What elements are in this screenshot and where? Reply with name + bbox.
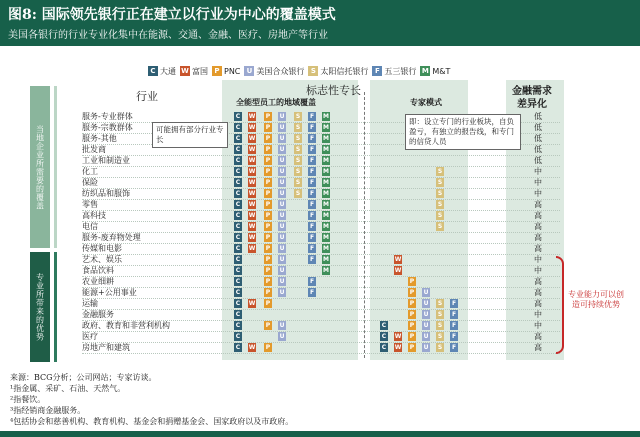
bank-mark: P [265,113,271,120]
figure-subtitle: 美国各银行的行业专业化集中在能源、交通、金融、医疗、房地产等行业 [8,30,328,41]
row-industry-label: 服务-专业群体 [82,112,133,121]
bank-mark: S [295,179,301,186]
row-divider [82,353,560,354]
legend-swatch: M [421,67,429,75]
legend-item-chase [148,66,176,77]
bank-mark-expert: P [409,278,415,285]
bank-mark-expert: U [423,344,429,351]
bank-mark: C [235,333,241,340]
bank-mark: C [235,311,241,318]
bank-mark: P [265,146,271,153]
bank-mark-expert: P [409,289,415,296]
bank-mark: U [279,223,285,230]
row-demand-level: 低 [534,145,542,154]
bank-mark-expert: P [409,322,415,329]
bank-mark: S [295,168,301,175]
row-industry-label: 房地产和建筑 [82,343,130,352]
row-industry-label: 电信 [82,222,98,231]
footnote-2: ²指餐饮。 [10,395,46,404]
footnotes [10,372,630,427]
bank-mark: M [323,135,329,142]
bank-mark: C [235,289,241,296]
legend-item-mt [420,66,450,76]
bank-mark: W [248,168,256,175]
row-demand-level: 低 [534,112,542,121]
bank-mark: S [295,157,301,164]
bank-mark: U [279,278,285,285]
legend-swatch: C [148,66,158,76]
bank-mark: M [323,245,329,252]
header-bar [0,0,640,46]
row-demand-level: 高 [534,299,542,308]
bank-mark: M [323,168,329,175]
bank-mark: F [309,223,315,230]
bank-mark: C [235,344,241,351]
row-demand-level: 高 [534,211,542,220]
legend-item-suntrust [308,66,368,77]
bank-mark: U [279,124,285,131]
bank-mark-expert: W [394,333,402,340]
callout-expert-model: 即：设立专门的行业板块，自负盈亏，有独立的报告线，和专门的信贷人员 [405,114,521,150]
legend-item-usbank [244,66,304,77]
bank-mark-expert: F [451,300,457,307]
bank-mark: C [235,157,241,164]
bank-mark: S [295,135,301,142]
row-industry-label: 政府、教育和非营利机构 [82,321,170,330]
bank-mark: U [279,179,285,186]
bank-mark: F [309,245,315,252]
bank-mark-expert: S [437,311,443,318]
bank-mark: W [248,344,256,351]
bank-mark: P [265,201,271,208]
bank-mark-expert: S [437,333,443,340]
bank-mark: M [323,146,329,153]
row-demand-level: 低 [534,156,542,165]
header-fin-demand: 金融需求 [512,86,552,97]
red-brace [556,256,564,354]
bank-mark: C [235,256,241,263]
bank-mark-expert: W [394,256,402,263]
bank-mark-expert: W [394,344,402,351]
table-row [82,343,572,353]
bank-mark: F [309,146,315,153]
bank-mark: W [248,234,256,241]
bank-mark: U [279,157,285,164]
row-industry-label: 保险 [82,178,98,187]
bank-mark: C [235,212,241,219]
row-industry-label: 医疗 [82,332,98,341]
legend-item-wells [180,66,208,77]
row-industry-label: 零售 [82,200,98,209]
row-industry-label: 批发商 [82,145,106,154]
legend-label: 富国 [192,66,208,76]
bank-mark: P [265,344,271,351]
bank-mark: C [235,124,241,131]
row-demand-level: 中 [534,167,542,176]
bank-mark: C [235,267,241,274]
bank-mark: F [309,135,315,142]
bank-mark: P [265,212,271,219]
bank-mark: F [309,168,315,175]
bank-mark-expert: W [394,267,402,274]
row-demand-level: 中 [534,310,542,319]
bank-mark: P [265,190,271,197]
bank-mark: U [279,267,285,274]
bank-mark: C [235,300,241,307]
brace-note: 专业能力可以创造可持续优势 [568,290,624,309]
table-row [82,277,572,287]
bank-mark: P [265,322,271,329]
bank-mark: C [235,234,241,241]
row-industry-label: 服务-其他 [82,134,117,143]
bank-mark: W [248,113,256,120]
bank-mark-expert: U [423,300,429,307]
legend-swatch: F [372,66,382,76]
bank-mark-expert: P [409,300,415,307]
row-industry-label: 纺织品和服饰 [82,189,130,198]
bank-mark: F [309,278,315,285]
bank-mark: P [265,157,271,164]
bank-mark: F [309,113,315,120]
bank-mark: M [323,256,329,263]
bank-mark-expert: P [409,311,415,318]
bank-mark-expert: S [437,300,443,307]
bank-mark: F [309,201,315,208]
bank-mark-expert: U [423,311,429,318]
bank-mark: M [323,267,329,274]
bank-mark: W [248,223,256,230]
bank-mark: M [323,212,329,219]
bank-mark: P [265,223,271,230]
header-specialty: 标志性专长 [306,84,361,97]
bank-mark-expert: S [437,179,443,186]
bank-mark: U [279,333,285,340]
side-label-local [30,86,50,248]
row-demand-level: 高 [534,343,542,352]
side-label-local-text: 当地企业所需要的覆盖 [35,124,45,210]
table-row [82,321,572,331]
legend-swatch: S [308,66,318,76]
bank-mark: W [248,245,256,252]
bank-mark: P [265,234,271,241]
side-label-expertise [30,252,50,362]
bank-mark-expert: S [437,212,443,219]
table-row [82,332,572,342]
bank-mark: W [248,201,256,208]
legend-label: PNC [224,66,241,76]
bank-mark: M [323,201,329,208]
side-decoration [54,252,57,362]
row-industry-label: 服务-宗教群体 [82,123,133,132]
bank-mark-expert: U [423,333,429,340]
legend-swatch: P [212,66,222,76]
bank-mark: C [235,278,241,285]
bank-mark: U [279,135,285,142]
row-demand-level: 高 [534,200,542,209]
bank-mark: M [323,179,329,186]
bank-mark: M [323,190,329,197]
legend-item-pnc [212,66,240,76]
bottom-bar [0,431,640,437]
bank-mark-expert: S [437,344,443,351]
bank-mark-expert: S [437,190,443,197]
legend-label: M&T [432,66,451,76]
row-industry-label: 金融服务 [82,310,114,319]
row-industry-label: 农业细耕 [82,277,114,286]
bank-mark: W [248,124,256,131]
bank-mark: C [235,223,241,230]
bank-mark-expert: F [451,344,457,351]
bank-mark-expert: F [451,311,457,318]
row-demand-level: 中 [534,266,542,275]
table-row [82,310,572,320]
row-industry-label: 高科技 [82,211,106,220]
bank-mark: S [295,124,301,131]
legend-label: 五三银行 [384,66,417,76]
bank-mark: C [235,146,241,153]
legend-label: 太阳信托银行 [320,66,369,76]
row-demand-level: 低 [534,123,542,132]
bank-mark-expert: C [381,344,387,351]
bank-mark: C [235,190,241,197]
bank-mark: W [248,135,256,142]
bank-mark-expert: U [423,289,429,296]
row-industry-label: 艺术、娱乐 [82,255,122,264]
row-demand-level: 高 [534,233,542,242]
row-demand-level: 中 [534,255,542,264]
bank-mark: W [248,300,256,307]
header-industry: 行业 [136,90,158,103]
legend-item-fifththird [372,66,416,77]
bank-mark: U [279,146,285,153]
bank-mark: P [265,300,271,307]
bank-mark-expert: P [409,333,415,340]
row-demand-level: 高 [534,277,542,286]
bank-mark: W [248,190,256,197]
bank-mark: W [248,146,256,153]
bank-mark: M [323,124,329,131]
bank-mark: S [295,190,301,197]
bank-mark-expert: S [437,168,443,175]
bank-mark: P [265,256,271,263]
row-industry-label: 化工 [82,167,98,176]
bank-mark: F [309,212,315,219]
bank-mark: U [279,256,285,263]
row-industry-label: 传媒和电影 [82,244,122,253]
footnote-1: ¹指金属、采矿、石油、天然气。 [10,384,126,393]
row-industry-label: 食品饮料 [82,266,114,275]
row-demand-level: 高 [534,244,542,253]
bank-mark: P [265,245,271,252]
bank-mark: M [323,223,329,230]
bank-mark: P [265,168,271,175]
bank-mark: C [235,113,241,120]
bank-mark-expert: C [381,333,387,340]
bank-mark: C [235,179,241,186]
bank-mark: C [235,201,241,208]
row-industry-label: 能源+公用事业 [82,288,137,297]
bank-mark: C [235,168,241,175]
header-all-staff: 全能型员工的地域覆盖 [236,97,316,107]
side-decoration [54,86,57,248]
bank-mark: F [309,179,315,186]
legend-swatch: U [244,66,254,76]
bank-mark: F [309,256,315,263]
legend-swatch: W [181,67,189,75]
legend-label: 美国合众银行 [256,66,305,76]
bank-mark: U [279,201,285,208]
row-industry-label: 服务-废弃物处理 [82,233,141,242]
bank-mark: P [265,179,271,186]
bank-mark: W [248,212,256,219]
bank-mark-expert: F [451,322,457,329]
bank-mark-expert: S [437,201,443,208]
bank-mark: F [309,124,315,131]
bank-mark: U [279,234,285,241]
bank-mark: W [248,157,256,164]
row-demand-level: 低 [534,134,542,143]
legend-label: 大通 [160,66,176,76]
table-row [82,299,572,309]
bank-mark: W [248,179,256,186]
header-differentiation: 差异化 [517,99,547,110]
bank-mark: U [279,322,285,329]
bank-mark-expert: S [437,223,443,230]
side-label-expertise-text: 专业所带来的优势 [35,273,45,341]
bank-mark: P [265,267,271,274]
bank-mark: U [279,113,285,120]
bank-mark-expert: P [409,344,415,351]
bank-mark: F [309,190,315,197]
bank-mark: U [279,289,285,296]
bank-mark-expert: C [381,322,387,329]
bank-mark: U [279,168,285,175]
row-demand-level: 中 [534,189,542,198]
bank-mark-expert: F [451,333,457,340]
bank-mark: U [279,190,285,197]
bank-mark: S [295,146,301,153]
source-note: 来源：BCG分析；公司网站；专家访谈。 [10,373,157,382]
row-demand-level: 中 [534,178,542,187]
legend [148,64,454,78]
footnote-3: ³指经销商金融服务。 [10,406,86,415]
callout-partial-expertise: 可能拥有部分行业专长 [152,122,228,148]
bank-mark: P [265,278,271,285]
bank-mark: P [265,289,271,296]
row-demand-level: 高 [534,332,542,341]
bank-mark: P [265,135,271,142]
bank-mark-expert: S [437,322,443,329]
bank-mark: F [309,234,315,241]
header-expert: 专家模式 [410,97,442,107]
bank-mark: M [323,157,329,164]
bank-mark: M [323,234,329,241]
bank-mark: M [323,113,329,120]
bank-mark: F [309,289,315,296]
bank-mark: C [235,245,241,252]
bank-mark: U [279,212,285,219]
bank-mark: C [235,322,241,329]
footnote-4: ⁴包括协会和慈善机构、教育机构、基金会和捐赠基金会、国家政府以及市政府。 [10,417,294,426]
row-demand-level: 高 [534,288,542,297]
bank-mark: C [235,135,241,142]
bank-mark: P [265,124,271,131]
table-row [82,288,572,298]
row-demand-level: 高 [534,222,542,231]
row-industry-label: 工业和制造业 [82,156,130,165]
row-industry-label: 运输 [82,299,98,308]
bank-mark: F [309,157,315,164]
bank-mark: S [295,113,301,120]
row-demand-level: 中 [534,321,542,330]
figure-title: 图8: 国际领先银行正在建立以行业为中心的覆盖模式 [8,7,336,23]
bank-mark-expert: U [423,322,429,329]
bank-mark: U [279,245,285,252]
